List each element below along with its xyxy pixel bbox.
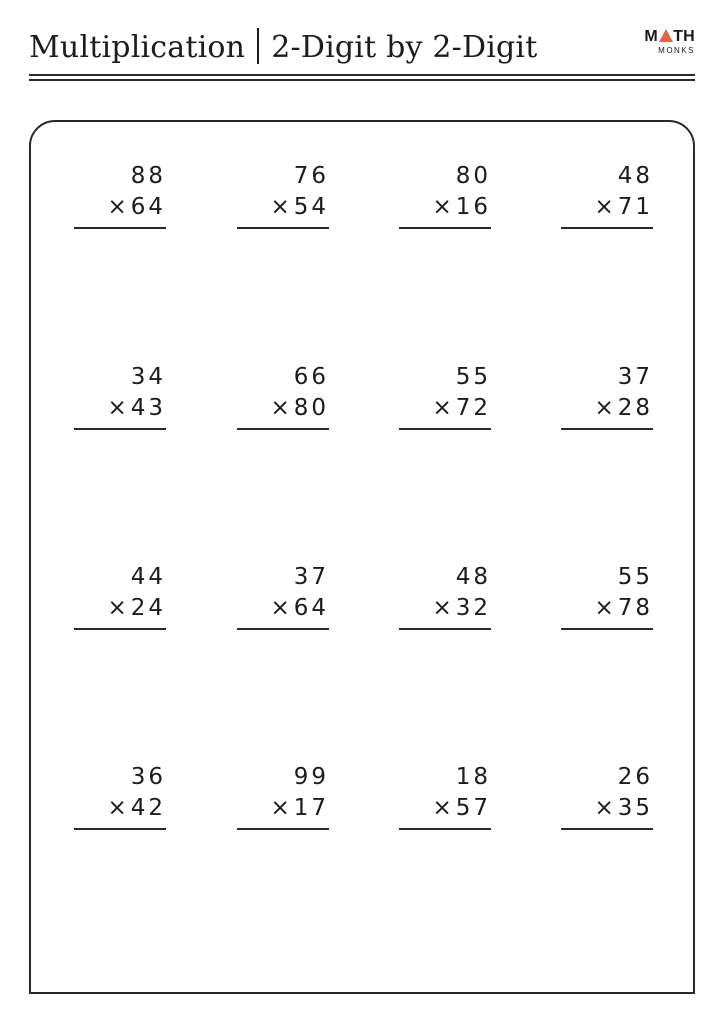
multiplicand: 37 [293,564,329,590]
multiplier: 17 [293,795,329,821]
multiplicand: 26 [617,764,653,790]
multiplicand: 55 [617,564,653,590]
multiplier: 28 [617,395,653,421]
problem-5 [74,362,166,432]
times-sign: × [270,395,293,421]
multiplier-row [432,192,491,222]
logo-wordmark: M TH [644,28,695,45]
multiplier-row [432,793,491,823]
problem-9 [74,562,166,632]
answer-line [561,428,653,430]
problem-8 [561,362,653,432]
multiplicand: 34 [130,364,166,390]
multiplier-row [594,593,653,623]
title-subtopic: 2-Digit by 2-Digit [271,30,538,65]
multiplier: 16 [455,194,491,220]
answer-line [399,828,491,830]
multiplier-row [432,593,491,623]
times-sign: × [432,194,455,220]
times-sign: × [270,795,293,821]
multiplier-row [270,192,329,222]
multiplier: 78 [617,595,653,621]
multiplier: 71 [617,194,653,220]
logo-subtitle: MONKS [658,46,695,55]
multiplicand: 80 [455,163,491,189]
answer-line [561,828,653,830]
multiplier: 32 [455,595,491,621]
answer-line [74,828,166,830]
answer-line [74,628,166,630]
problem-10 [237,562,329,632]
multiplier-row [594,393,653,423]
multiplier: 57 [455,795,491,821]
problem-13 [74,762,166,832]
logo-triangle-icon [659,29,673,42]
problem-4 [561,161,653,231]
problems-panel [29,120,695,994]
multiplier-row [107,793,166,823]
answer-line [561,227,653,229]
problem-6 [237,362,329,432]
math-monks-logo [637,28,695,62]
multiplier: 80 [293,395,329,421]
multiplicand: 18 [455,764,491,790]
times-sign: × [432,795,455,821]
multiplier-row [432,393,491,423]
answer-line [74,428,166,430]
problem-15 [399,762,491,832]
problem-3 [399,161,491,231]
multiplicand: 55 [455,364,491,390]
problem-1 [74,161,166,231]
multiplier: 42 [130,795,166,821]
times-sign: × [432,395,455,421]
answer-line [399,227,491,229]
problem-7 [399,362,491,432]
multiplier: 54 [293,194,329,220]
multiplier: 64 [293,595,329,621]
answer-line [237,227,329,229]
multiplicand: 99 [293,764,329,790]
answer-line [237,428,329,430]
times-sign: × [107,595,130,621]
times-sign: × [107,194,130,220]
times-sign: × [594,194,617,220]
times-sign: × [594,795,617,821]
times-sign: × [432,595,455,621]
multiplier-row [270,793,329,823]
multiplier: 35 [617,795,653,821]
page-title [29,26,537,70]
title-separator [257,28,259,64]
multiplier: 64 [130,194,166,220]
multiplicand: 48 [455,564,491,590]
multiplier-row [107,192,166,222]
multiplier-row [594,192,653,222]
problem-12 [561,562,653,632]
multiplicand: 36 [130,764,166,790]
problem-14 [237,762,329,832]
multiplier-row [107,393,166,423]
multiplicand: 37 [617,364,653,390]
times-sign: × [594,595,617,621]
times-sign: × [107,795,130,821]
header-rule-top [29,74,695,76]
answer-line [399,428,491,430]
multiplier: 43 [130,395,166,421]
title-topic: Multiplication [29,30,246,65]
answer-line [237,828,329,830]
multiplier: 72 [455,395,491,421]
answer-line [74,227,166,229]
multiplier-row [270,393,329,423]
times-sign: × [270,595,293,621]
multiplicand: 76 [293,163,329,189]
problem-2 [237,161,329,231]
header-rule-bottom [29,79,695,81]
problem-16 [561,762,653,832]
multiplicand: 48 [617,163,653,189]
times-sign: × [594,395,617,421]
multiplicand: 88 [130,163,166,189]
multiplier-row [594,793,653,823]
answer-line [399,628,491,630]
multiplier-row [107,593,166,623]
times-sign: × [270,194,293,220]
multiplicand: 44 [130,564,166,590]
answer-line [237,628,329,630]
multiplier: 24 [130,595,166,621]
multiplicand: 66 [293,364,329,390]
answer-line [561,628,653,630]
problem-11 [399,562,491,632]
times-sign: × [107,395,130,421]
multiplier-row [270,593,329,623]
worksheet-header [29,26,695,70]
